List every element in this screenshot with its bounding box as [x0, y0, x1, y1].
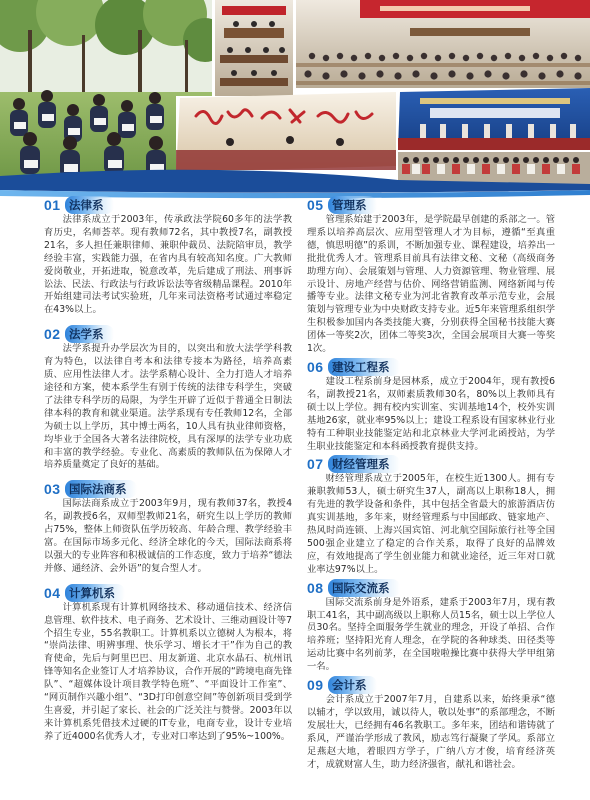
section-number: 08: [307, 579, 324, 596]
dept-section-computer: [44, 584, 292, 744]
section-title: 法律系: [65, 196, 114, 214]
section-header: [44, 584, 292, 602]
dept-section-intl-law-business: [44, 480, 292, 575]
section-body: 建设工程系前身是园林系，成立于2004年，现有教授6名，副教授21名，双师素质教师30名，80%以上教师具有硕士以上学位。拥有校内实训室、实训基地14个，校外实训基地26家，就业率95%以上；建设工程系设有国家林业行业特有工种职业技能鉴定站和北京林业大学河北函授站，为学生职业技能鉴定和本科函授教育提供支持。: [307, 375, 555, 452]
section-header: [307, 196, 555, 214]
section-body: 国际法商系成立于2003年9月，现有教师37名，教授4名，副教授6名，双师型教师21名，研究生以上学历的教师占75%，整体上师资队伍学历较高、年龄合理、教学经验丰富。在国际市场多元化、经济全球化的今天，国际法商系将以强大的专业阵容和积极诚信的工作态度，致力于培养“德法并修、通经济、会外语”的复合型人才。: [44, 498, 292, 574]
section-header: [44, 325, 292, 343]
dept-section-construction: [307, 358, 555, 453]
dept-section-management: [307, 196, 555, 356]
section-title: 国际法商系: [65, 480, 137, 498]
section-body: 会计系成立于2007年7月，自建系以来，始终秉承“德以辅才，学以致用，诚以待人，敬以处事”的系部理念，不断发展壮大，已经拥有46名教职工。多年来，团结和谐铸就了系风，严谨治学形成了教风，励志笃行凝聚了学风。系部立足燕赵大地，着眼四方学子，广纳八方才俊，培育经济英才，成就财富人生，助力经济强省，献礼和谐社会。: [307, 694, 555, 770]
section-title: 国际交流系: [328, 579, 400, 597]
section-body: 法学系提升办学层次为目的，以突出和放大法学学科教育为特色，以法律自考本和法律专接本为路径，培养高素质、应用性法律人才。法学系精心设计、全力打造人才培养途径和方案，使本系学生有别于传统的法律专科学生，突破了法律专科学历的局限，为学生开辟了近似于普通全日制法律本科的教育和就业渠道。法学系现有专任教师12名，全部为硕士以上学历，其中博士两名，10人具有执业律师资格，均毕业于全国各大著名法律院校，具有深厚的法学专业功底和丰富的教学经验。专业化、高素质的教师队伍为保障人才培养质量奠定了良好的基础。: [44, 343, 292, 471]
left-column: [44, 196, 292, 744]
section-number: 06: [307, 358, 324, 375]
section-number: 05: [307, 197, 324, 213]
section-header: [44, 196, 292, 214]
section-number: 09: [307, 677, 324, 694]
dept-section-finance: [307, 455, 555, 576]
section-number: 02: [44, 326, 61, 343]
photo-collage-header: [0, 0, 590, 200]
dept-section-law: [44, 196, 292, 317]
section-title: 建设工程系: [328, 358, 400, 376]
section-header: [44, 480, 292, 498]
dept-section-accounting: [307, 676, 555, 771]
section-number: 01: [44, 197, 61, 213]
section-title: 会计系: [328, 676, 377, 694]
section-title: 计算机系: [65, 584, 125, 602]
section-number: 04: [44, 584, 61, 601]
dept-section-jurisprudence: [44, 325, 292, 472]
section-title: 法学系: [65, 325, 114, 343]
section-number: 03: [44, 481, 61, 498]
section-header: [307, 358, 555, 376]
dept-section-intl-exchange: [307, 579, 555, 674]
section-body: 财经管理系成立于2005年，在校生近1300人。拥有专兼职教师53人，硕士研究生37人，副高以上职称18人，拥有先进的教学设备和条件，其中包括全省最大的旅游酒店仿真实训基地，多年来，财经管理系与中国邮政、链家地产、热风时尚连锁、上海兴国宾馆、河北航空国际旅行社等全国500强企业建立了稳定的合作关系，取得了良好的品牌效应，有效地提高了学生创业能力和就业途径，近三年对口就业率达97%以上。: [307, 473, 555, 575]
section-body: 国际交流系前身是外语系，建系于2003年7月，现有教职工41名，其中副高级以上职称人员15名，硕士以上学位人员30名。坚持全面服务学生就业的理念，开设了单招、合作培养班；坚持阳光育人理念，在学院的各种球类、田径类等运动比赛中名列前茅，在全国啦啦操比赛中获得大学甲组第一名。: [307, 596, 555, 673]
section-body: 法律系成立于2003年，传承政法学院60多年的法学教育历史，名师荟萃。现有教师72名，其中教授7名，副教授21名，多人担任兼职律师、兼职仲裁员、法院陪审员，教学经验丰富，实践能力强，在省内具有较高知名度。广大教师爱岗敬业，开拓进取，锐意改革，先后建成了刑法、刑事诉讼法、民法、行政法与行政诉讼法等省级精品课程。2010年开始组建司法考试实验班，几年来司法资格考试通过率稳定在43%以上。: [44, 214, 292, 316]
section-number: 07: [307, 456, 324, 473]
section-body: 计算机系现有计算机网络技术、移动通信技术、经济信息管理、软件技术、电子商务、艺术设计、三维动画设计等7个招生专业，55名教职工。计算机系以立德树人为根本，将“崇尚法律、明辨事理、快乐学习、增长才干”作为自己的教育使命，先后与阿里巴巴、用友新道、北京水晶石、杭州讯锋等知名企业签订人才培养协议，合作开展的“跨境电商先锋队”、“超媒体设计项目教学特色班”、“平面设计工作室”、“网页制作兴趣小组”、“3D打印创意空间”等创新项目受到学生喜爱，并引起了家长、社会的广泛关注与赞誉。2003年以来计算机系凭借技术过硬的IT专业，电商专业，设计专业培养了近4000名优秀人才，专业对口率达到了95%~100%。: [44, 601, 292, 742]
photo-award-ceremony: [398, 88, 590, 150]
section-header: [307, 676, 555, 694]
section-title: 管理系: [328, 196, 377, 214]
photo-stage-performance: [176, 92, 396, 172]
section-title: 财经管理系: [328, 455, 400, 473]
photo-courtroom: [215, 0, 293, 96]
right-column: [307, 196, 555, 772]
section-header: [307, 579, 555, 597]
photo-meeting-hall: [296, 0, 590, 88]
section-header: [307, 455, 555, 473]
section-body: 管理系始建于2003年，是学院最早创建的系部之一。管理系以培养高层次、应用型管理人才为目标，遵循“至真重德，慎思明德”的系训，不断加强专业、课程建设，培养出一批批优秀人才。管理系目前具有法律文秘、文秘（高级商务助理方向）、会展策划与管理、人力资源管理、物业管理、展示设计、房地产经营与估价、网络营销监测、网络新闻与传播等专业。法律文秘专业为河北省教育改革示范专业，会展策划与管理专业为中央财政支持专业。近5年来管理系组织学生积极参加国内各类技能大赛，分别获得全国秘书技能大赛团体一等奖2次，团体二等奖3次，全国会展项目大赛一等奖1次。: [307, 214, 555, 355]
